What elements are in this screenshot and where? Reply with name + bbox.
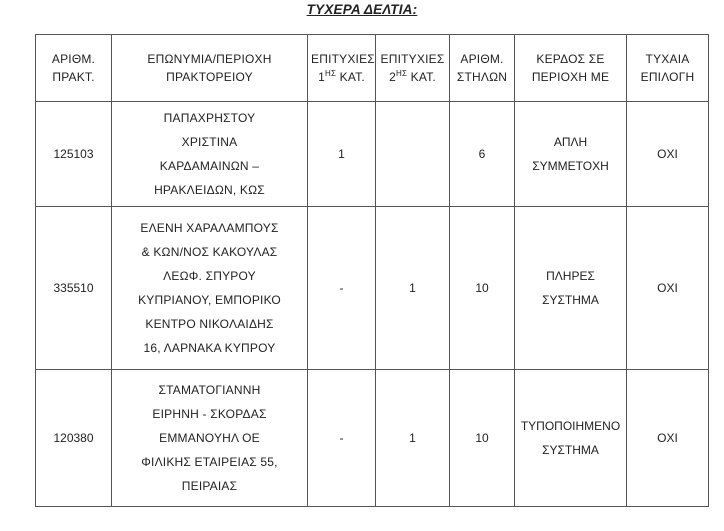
header-second-category-sup: ΗΣ [395,69,408,78]
header-second-category-suffix: ΚΑΤ. [407,70,436,84]
header-first-category-sup: ΗΣ [324,69,337,78]
header-second-category-label: ΕΠΙΤΥΧΙΕΣ [380,52,445,66]
cell-agency-name: ΣΤΑΜΑΤΟΓΙΑΝΝΗ ΕΙΡΗΝΗ - ΣΚΟΡΔΑΣ ΕΜΜΑΝΟΥΗΛ ΟΕ ΦΙΛΙΚΗΣ ΕΤΑΙΡΕΙΑΣ 55, ΠΕΙΡΑΙΑΣ [112,370,308,507]
cell-agency-number: 125103 [36,102,112,207]
cell-agency-number: 335510 [36,207,112,370]
cell-agency-number: 120380 [36,370,112,507]
cell-quick-pick: ΟΧΙ [627,370,709,507]
header-second-category-number: 2 [389,70,396,84]
header-first-category-suffix: ΚΑΤ. [336,70,365,84]
cell-second-category-winners [376,102,450,207]
cell-quick-pick: ΟΧΙ [627,102,709,207]
winning-tickets-table [35,34,709,507]
header-first-category-label: ΕΠΙΤΥΧΙΕΣ [311,52,375,66]
header-agency-name: ΕΠΩΝΥΜΙΑ/ΠΕΡΙΟΧΗ ΠΡΑΚΤΟΡΕΙΟΥ [112,35,308,102]
header-first-category-winners [308,35,376,102]
cell-first-category-winners: - [308,370,376,507]
cell-win-type: ΑΠΛΗ ΣΥΜΜΕΤΟΧΗ [515,102,627,207]
table-row [36,207,709,370]
cell-columns-count: 10 [450,370,515,507]
cell-columns-count: 6 [450,102,515,207]
header-first-category-number: 1 [318,70,325,84]
cell-win-type: ΤΥΠΟΠΟΙΗΜΕΝΟ ΣΥΣΤΗΜΑ [515,370,627,507]
table-row [36,102,709,207]
cell-second-category-winners: 1 [376,207,450,370]
cell-agency-name: ΠΑΠΑΧΡΗΣΤΟΥ ΧΡΙΣΤΙΝΑ ΚΑΡΔΑΜΑΙΝΩΝ – ΗΡΑΚΛΕΙΔΩΝ, ΚΩΣ [112,102,308,207]
cell-second-category-winners: 1 [376,370,450,507]
header-quick-pick: ΤΥΧΑΙΑ ΕΠΙΛΟΓΗ [627,35,709,102]
cell-first-category-winners: - [308,207,376,370]
cell-win-type: ΠΛΗΡΕΣ ΣΥΣΤΗΜΑ [515,207,627,370]
header-columns-count: ΑΡΙΘΜ. ΣΤΗΛΩΝ [450,35,515,102]
cell-first-category-winners: 1 [308,102,376,207]
table-header-row [36,35,709,102]
cell-agency-name: ΕΛΕΝΗ ΧΑΡΑΛΑΜΠΟΥΣ & ΚΩΝ/ΝΟΣ ΚΑΚΟΥΛΑΣ ΛΕΩΦ. ΣΠΥΡΟΥ ΚΥΠΡΙΑΝΟΥ, ΕΜΠΟΡΙΚΟ ΚΕΝΤΡΟ ΝΙΚΟΛΑΙΔΗΣ 16, ΛΑΡΝΑΚΑ ΚΥΠΡΟΥ [112,207,308,370]
header-second-category-winners [376,35,450,102]
header-agency-number: ΑΡΙΘΜ. ΠΡΑΚΤ. [36,35,112,102]
cell-columns-count: 10 [450,207,515,370]
page-title: ΤΥΧΕΡΑ ΔΕΛΤΙΑ: [306,2,418,17]
header-win-type: ΚΕΡΔΟΣ ΣΕ ΠΕΡΙΟΧΗ ΜΕ [515,35,627,102]
cell-quick-pick: ΟΧΙ [627,207,709,370]
table-row [36,370,709,507]
